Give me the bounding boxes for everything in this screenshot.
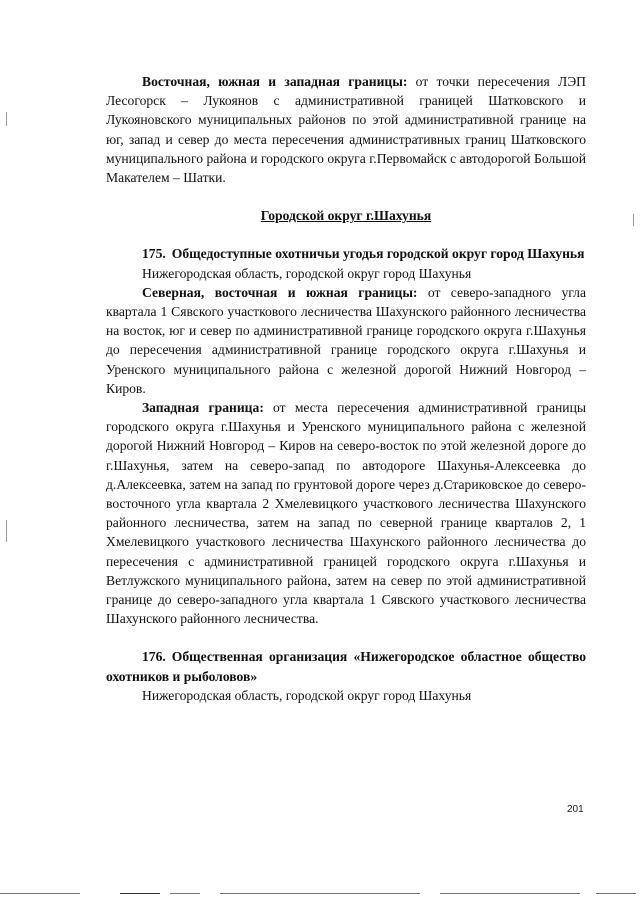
bottom-scan-line <box>596 893 636 894</box>
right-margin-mark <box>633 214 634 226</box>
item-175-title: Общедоступные охотничьи угодья городской округ город Шахунья <box>171 246 585 262</box>
boundary-text: от точки пересечения ЛЭП Лесогорск – Лукоянов с административной границей Шатковского и Лукояновского муниципальных районов по этой административной границе на юг, запад и север до места пересечения административных границ Шатковского муниципального района и городского округа г.Первомайск с автодорогой Большой Макателем – Шатки. <box>106 74 586 186</box>
bottom-scan-line <box>440 893 580 894</box>
item-175-number: 175. <box>142 246 166 262</box>
document-body <box>106 72 586 705</box>
item-175-location: Нижегородская область, городской округ город Шахунья <box>142 265 472 281</box>
item-175-heading <box>106 244 586 263</box>
bottom-scan-line <box>220 893 420 894</box>
item-176-location: Нижегородская область, городской округ город Шахунья <box>142 687 472 703</box>
item-175-west-boundary <box>106 398 586 628</box>
boundary-label: Восточная, южная и западная границы: <box>142 74 408 89</box>
left-margin-mark <box>6 112 7 126</box>
district-heading: Городской округ г.Шахунья <box>260 208 432 224</box>
boundary-label: Западная граница: <box>142 400 264 416</box>
boundary-text: от места пересечения административной границы городского округа г.Шахунья и Уренского муниципального района с железной дорогой Нижний Новгород – Киров на северо-восток по этой железной дороге до г.Шахунья, затем на северо-запад по автодороге Шахунья-Алексеевка до д.Алексеевка, затем на запад по грунтовой дороге через д.Стариковское до северо-восточного угла квартала 2 Хмелевицкого участкового лесничества Шахунского районного лесничества, затем на запад по северной границе кварталов 2, 1 Хмелевицкого участкового лесничества Шахунского районного лесничества до пересечения с административной границей городского округа г.Шахунья и Ветлужского муниципального района, затем на север по этой административной границе до северо-западного угла квартала 1 Сявского участкового лесничества Шахунского районного лесничества. <box>106 400 586 627</box>
bottom-scan-line <box>0 893 80 894</box>
boundary-text: от северо-западного угла квартала 1 Сявского участкового лесничества Шахунского районного лесничества на восток, юг и север по административной границе городского округа г.Шахунья до пересечения административной границе городского округа г.Шахунья и Уренского муниципального района с железной дорогой Нижний Новгород – Киров. <box>106 284 586 396</box>
bottom-scan-line <box>170 893 200 894</box>
item-175-north-boundary <box>106 283 586 398</box>
bottom-scan-line <box>120 893 160 894</box>
boundary-label: Северная, восточная и южная границы: <box>142 284 418 300</box>
page-number: 201 <box>567 804 584 815</box>
item-176-title: Общественная организация «Нижегородское областное общество охотников и рыболовов» <box>106 649 586 684</box>
boundary-paragraph-east-south-west <box>106 72 586 187</box>
left-margin-mark <box>6 520 7 542</box>
item-176-heading <box>106 647 586 685</box>
item-176-number: 176. <box>142 649 166 665</box>
